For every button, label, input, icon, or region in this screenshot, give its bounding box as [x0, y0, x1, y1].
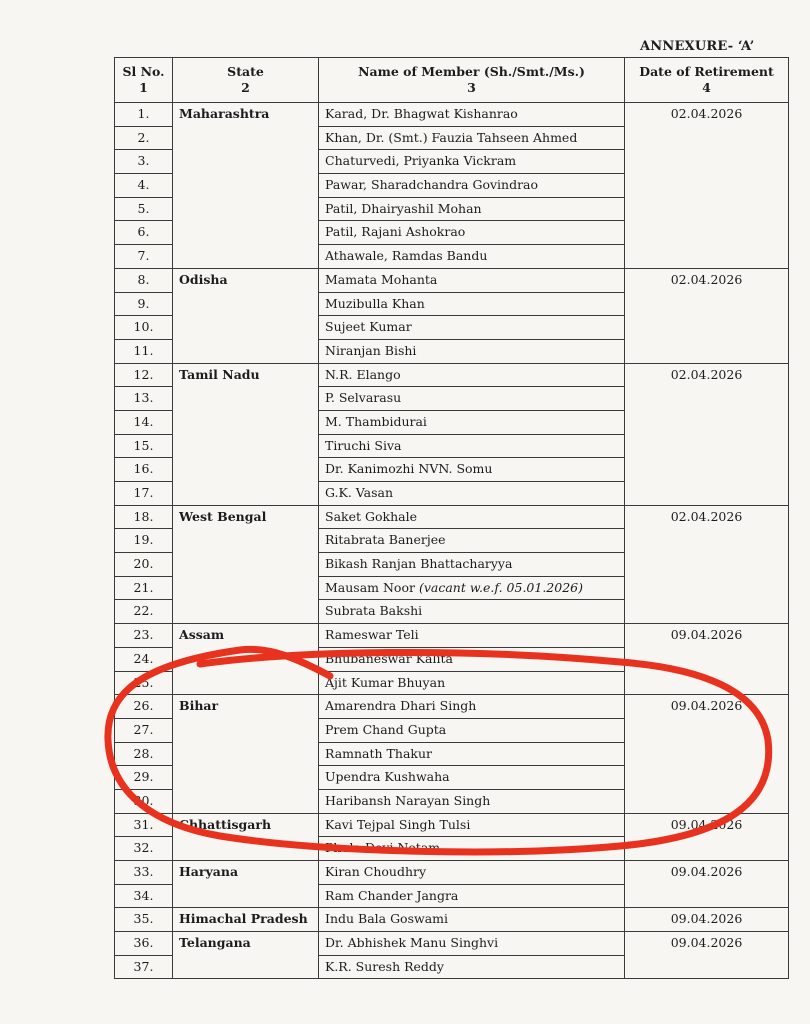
member-name — [319, 482, 625, 506]
member-name — [319, 245, 625, 269]
member-name — [319, 718, 625, 742]
member-name-text: Khan, Dr. (Smt.) Fauzia Tahseen Ahmed — [325, 129, 578, 145]
retirement-date: 09.04.2026 — [625, 908, 789, 932]
sl-number: 15. — [115, 434, 173, 458]
member-name — [319, 837, 625, 861]
sl-number: 11. — [115, 339, 173, 363]
member-name-text: Prem Chand Gupta — [325, 721, 447, 737]
header-date: Date of Retirement 4 — [625, 58, 789, 103]
sl-number: 30. — [115, 789, 173, 813]
member-name-text: Sujeet Kumar — [325, 319, 412, 335]
member-name-text: Pawar, Sharadchandra Govindrao — [325, 177, 539, 193]
member-name-text: Ritabrata Banerjee — [325, 532, 446, 548]
sl-number: 29. — [115, 766, 173, 790]
retirement-date: 09.04.2026 — [625, 861, 789, 908]
annexure-label: ANNEXURE- ‘A’ — [640, 39, 755, 54]
state-name: West Bengal — [173, 505, 319, 623]
retirement-date: 02.04.2026 — [625, 268, 789, 363]
state-name: Haryana — [173, 861, 319, 908]
retirement-date: 09.04.2026 — [625, 932, 789, 979]
member-name-text: Dr. Abhishek Manu Singhvi — [325, 935, 499, 951]
member-name-text: K.R. Suresh Reddy — [325, 958, 444, 974]
sl-number: 19. — [115, 529, 173, 553]
member-name-text: Ram Chander Jangra — [325, 887, 459, 903]
table-row — [115, 103, 789, 127]
sl-number: 4. — [115, 174, 173, 198]
member-name — [319, 742, 625, 766]
table-header-row — [115, 58, 789, 103]
member-name — [319, 789, 625, 813]
member-name-text: G.K. Vasan — [325, 485, 394, 500]
sl-number: 1. — [115, 103, 173, 127]
sl-number: 24. — [115, 647, 173, 671]
sl-number: 14. — [115, 410, 173, 434]
retirement-date: 09.04.2026 — [625, 624, 789, 695]
table-row — [115, 932, 789, 956]
member-name-text: Athawale, Ramdas Bandu — [325, 248, 488, 264]
member-name — [319, 316, 625, 340]
members-retirement-table — [114, 57, 789, 979]
member-name-text: Saket Gokhale — [325, 508, 417, 524]
member-name-text: Karad, Dr. Bhagwat Kishanrao — [325, 106, 518, 121]
sl-number: 7. — [115, 245, 173, 269]
member-name-text: Bhubaneswar Kalita — [325, 650, 453, 666]
member-name — [319, 553, 625, 577]
state-name: Maharashtra — [173, 103, 319, 269]
member-name-text: Bikash Ranjan Bhattacharyya — [325, 556, 513, 572]
member-name — [319, 576, 625, 600]
member-name — [319, 126, 625, 150]
state-name: Bihar — [173, 695, 319, 813]
member-name-text: Indu Bala Goswami — [325, 911, 449, 927]
member-name — [319, 861, 625, 885]
sl-number: 18. — [115, 505, 173, 529]
member-name — [319, 766, 625, 790]
retirement-date: 09.04.2026 — [625, 813, 789, 860]
state-name: Assam — [173, 624, 319, 695]
table-row — [115, 695, 789, 719]
member-name-text: Chaturvedi, Priyanka Vickram — [325, 153, 517, 169]
member-name — [319, 150, 625, 174]
table-row — [115, 268, 789, 292]
retirement-date: 02.04.2026 — [625, 505, 789, 623]
member-name — [319, 695, 625, 719]
member-name — [319, 174, 625, 198]
member-name-text: Kavi Tejpal Singh Tulsi — [325, 816, 471, 832]
sl-number: 25. — [115, 671, 173, 695]
member-name-text: Muzibulla Khan — [325, 295, 425, 311]
member-name — [319, 410, 625, 434]
member-name-text: P. Selvarasu — [325, 390, 402, 406]
retirement-date: 02.04.2026 — [625, 363, 789, 505]
state-name: Odisha — [173, 268, 319, 363]
sl-number: 2. — [115, 126, 173, 150]
member-name — [319, 813, 625, 837]
member-name-text: Haribansh Narayan Singh — [325, 792, 491, 808]
table-row — [115, 813, 789, 837]
sl-number: 21. — [115, 576, 173, 600]
member-name-text: Ramnath Thakur — [325, 745, 432, 761]
retirement-date: 02.04.2026 — [625, 103, 789, 269]
member-name-text: Subrata Bakshi — [325, 603, 423, 619]
member-name — [319, 363, 625, 387]
member-name — [319, 292, 625, 316]
member-name-text: M. Thambidurai — [325, 413, 427, 429]
state-name: Himachal Pradesh — [173, 908, 319, 932]
sl-number: 22. — [115, 600, 173, 624]
sl-number: 27. — [115, 718, 173, 742]
member-name-text: Patil, Dhairyashil Mohan — [325, 200, 482, 216]
table-body — [115, 103, 789, 979]
member-name — [319, 339, 625, 363]
table-row — [115, 624, 789, 648]
member-name — [319, 908, 625, 932]
member-name-text: Amarendra Dhari Singh — [325, 698, 477, 714]
sl-number: 17. — [115, 482, 173, 506]
member-name — [319, 647, 625, 671]
sl-number: 16. — [115, 458, 173, 482]
sl-number: 6. — [115, 221, 173, 245]
member-name — [319, 268, 625, 292]
header-sl: Sl No. 1 — [115, 58, 173, 103]
table-row — [115, 861, 789, 885]
member-name — [319, 103, 625, 127]
sl-number: 28. — [115, 742, 173, 766]
member-name-text: Mamata Mohanta — [325, 271, 438, 287]
sl-number: 8. — [115, 268, 173, 292]
member-name — [319, 671, 625, 695]
member-name — [319, 505, 625, 529]
member-name — [319, 529, 625, 553]
member-name — [319, 458, 625, 482]
member-name-text: Kiran Choudhry — [325, 864, 427, 879]
sl-number: 5. — [115, 197, 173, 221]
sl-number: 13. — [115, 387, 173, 411]
sl-number: 31. — [115, 813, 173, 837]
member-name — [319, 387, 625, 411]
sl-number: 10. — [115, 316, 173, 340]
member-name — [319, 624, 625, 648]
table-row — [115, 908, 789, 932]
member-name-text: Mausam Noor — [325, 579, 415, 595]
member-name — [319, 197, 625, 221]
table-row — [115, 505, 789, 529]
table-row — [115, 363, 789, 387]
member-name-text: Tiruchi Siva — [325, 437, 402, 453]
member-name — [319, 932, 625, 956]
retirement-date: 09.04.2026 — [625, 695, 789, 813]
member-name-text: N.R. Elango — [325, 366, 401, 382]
sl-number: 33. — [115, 861, 173, 885]
state-name: Telangana — [173, 932, 319, 979]
member-name — [319, 221, 625, 245]
vacancy-note: (vacant w.e.f. 05.01.2026) — [418, 579, 583, 595]
state-name: Tamil Nadu — [173, 363, 319, 505]
member-name — [319, 600, 625, 624]
member-name-text: Patil, Rajani Ashokrao — [325, 224, 466, 240]
member-name-text: Upendra Kushwaha — [325, 769, 450, 785]
member-name — [319, 955, 625, 979]
sl-number: 12. — [115, 363, 173, 387]
member-name-text: Ajit Kumar Bhuyan — [325, 674, 446, 690]
sl-number: 26. — [115, 695, 173, 719]
sl-number: 23. — [115, 624, 173, 648]
member-name — [319, 884, 625, 908]
sl-number: 32. — [115, 837, 173, 861]
sl-number: 34. — [115, 884, 173, 908]
state-name: Chhattisgarh — [173, 813, 319, 860]
member-name-text: Phulo Devi Netam — [325, 840, 441, 856]
sl-number: 36. — [115, 932, 173, 956]
member-name-text: Niranjan Bishi — [325, 342, 417, 358]
sl-number: 37. — [115, 955, 173, 979]
member-name — [319, 434, 625, 458]
sl-number: 9. — [115, 292, 173, 316]
sl-number: 3. — [115, 150, 173, 174]
header-state: State 2 — [173, 58, 319, 103]
header-member: Name of Member (Sh./Smt./Ms.) 3 — [319, 58, 625, 103]
sl-number: 20. — [115, 553, 173, 577]
member-name-text: Rameswar Teli — [325, 627, 419, 643]
sl-number: 35. — [115, 908, 173, 932]
member-name-text: Dr. Kanimozhi NVN. Somu — [325, 461, 493, 477]
